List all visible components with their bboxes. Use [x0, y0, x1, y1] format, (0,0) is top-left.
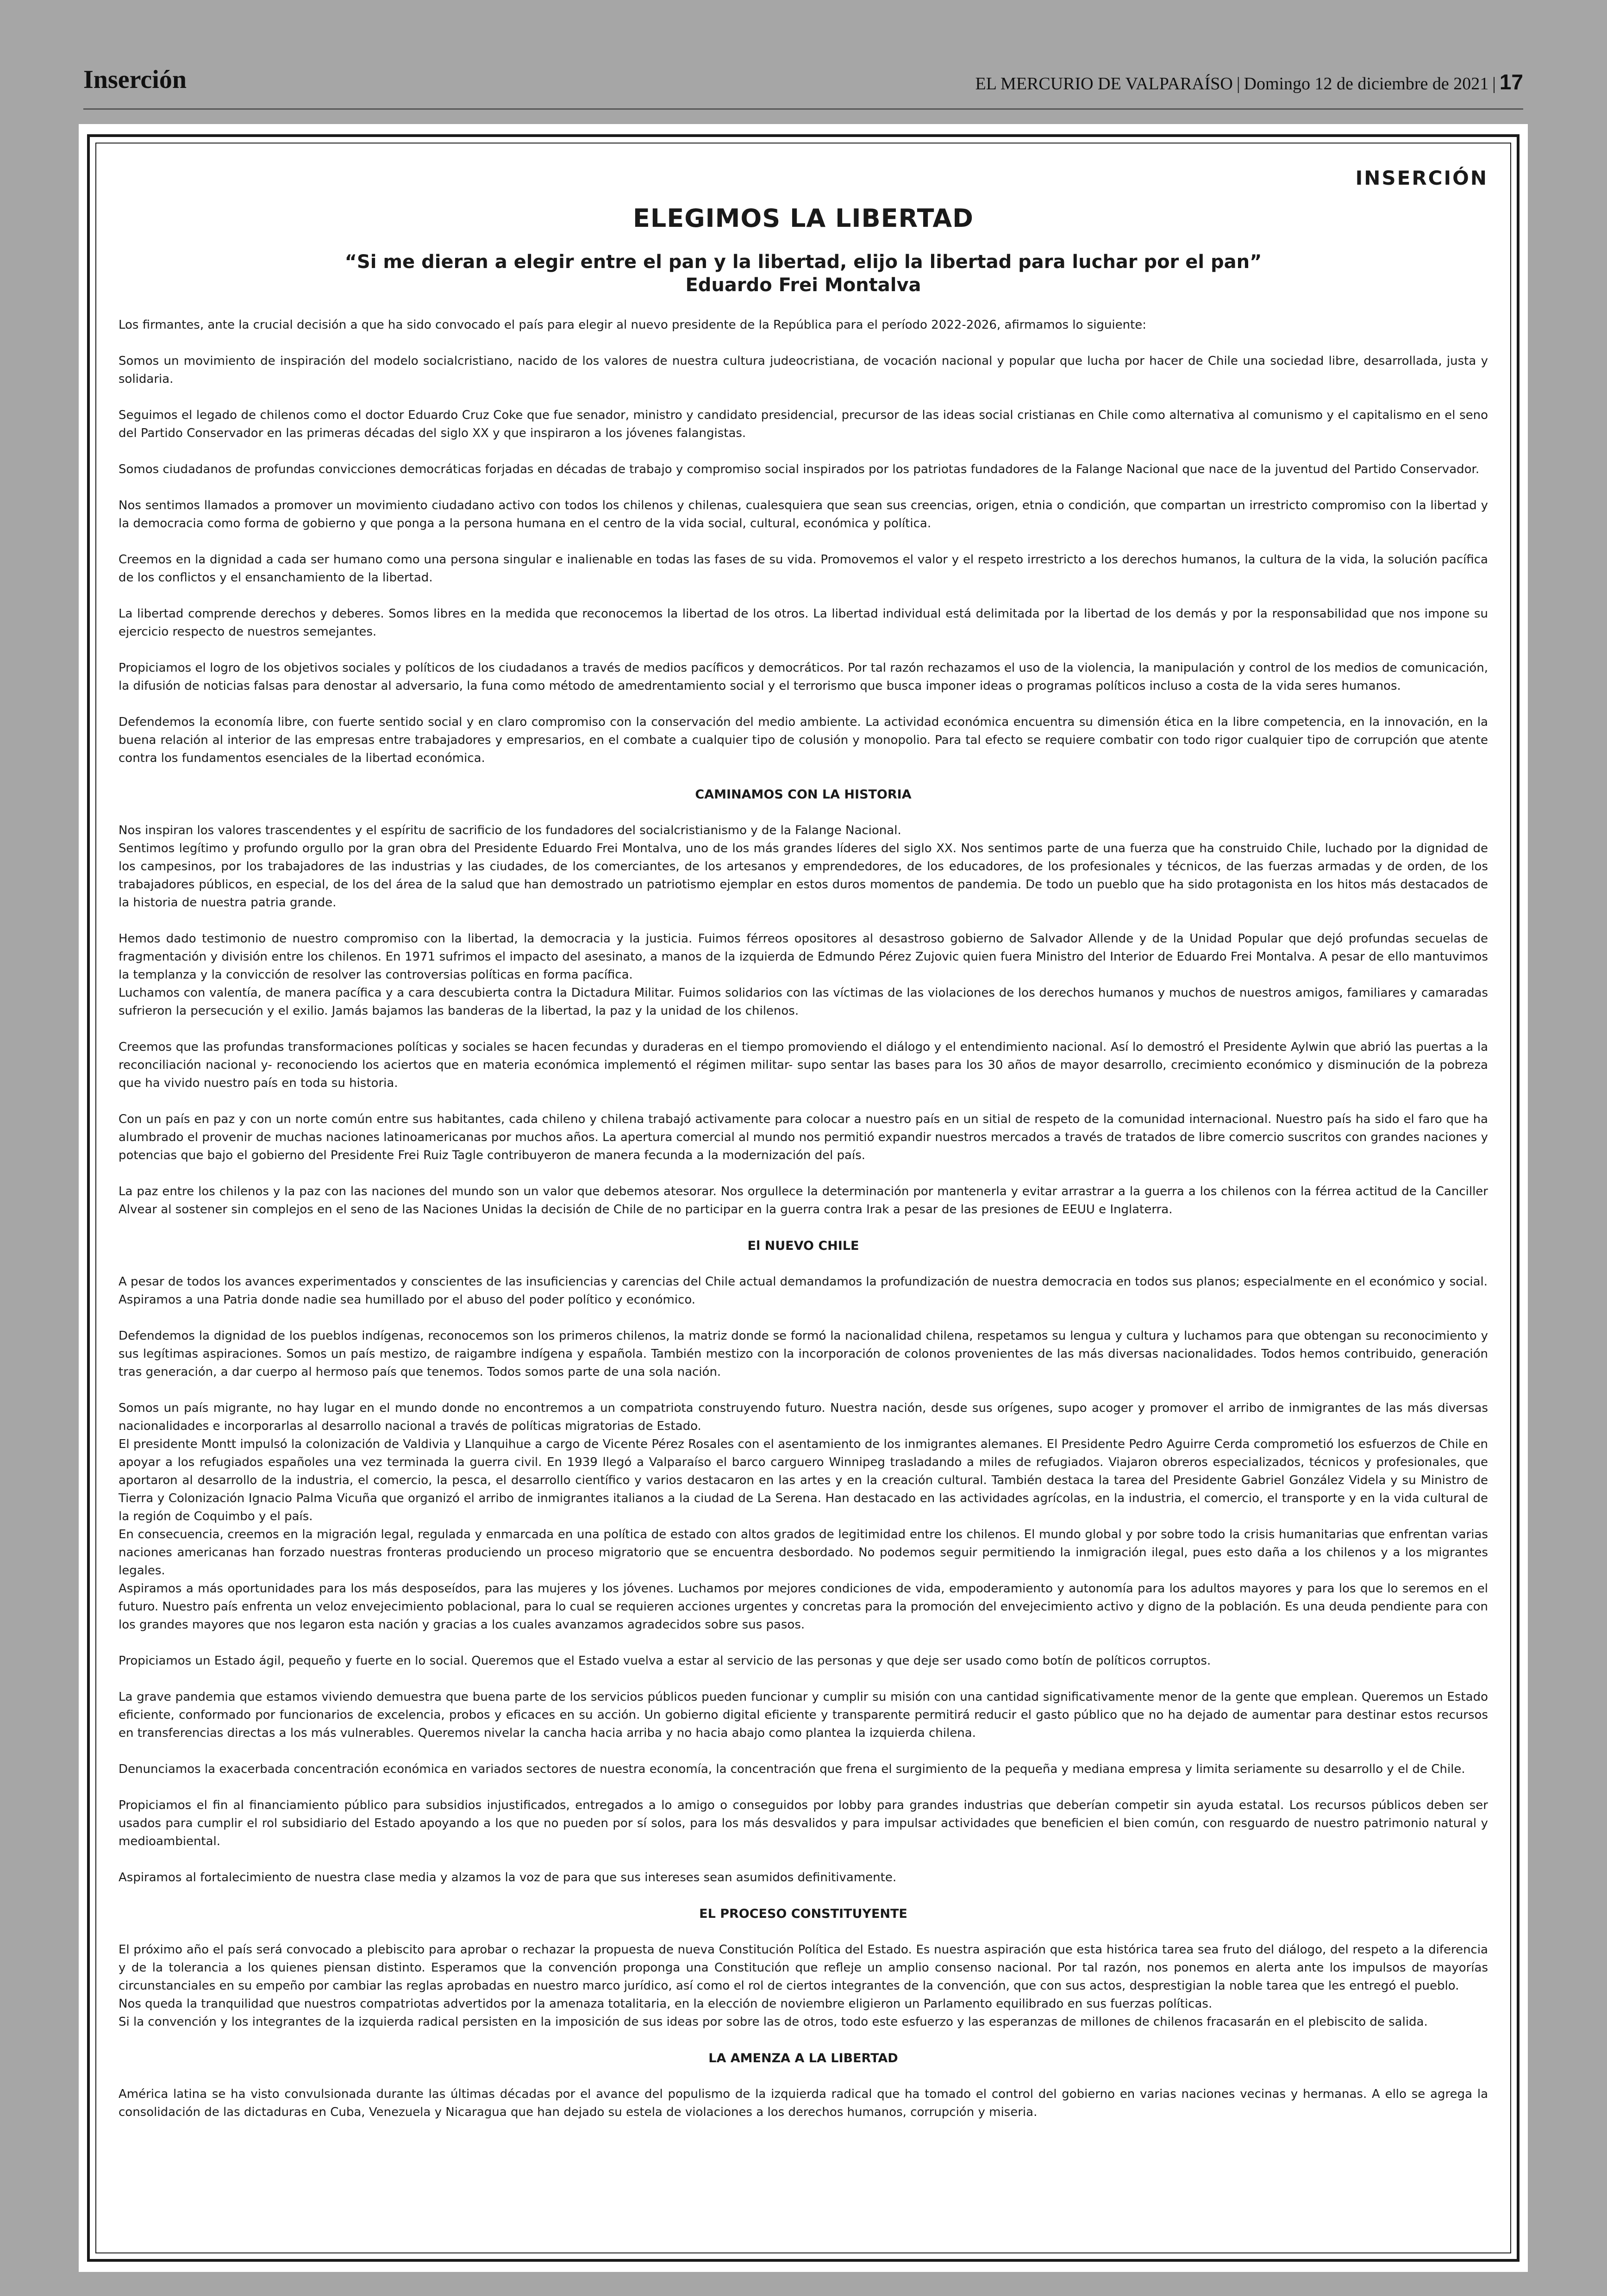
- article-body: [119, 316, 1488, 2121]
- paragraph: Creemos en la dignidad a cada ser humano como una persona singular e inalienable en todas las fases de su vida. Promovemos el valor y el respeto irrestricto a los derechos humanos, la cultura de la vida, la solución pacífica de los conflictos y el ensanchamiento de la libertad.: [119, 553, 1488, 585]
- paragraph: Con un país en paz y con un norte común entre sus habitantes, cada chileno y chilena trabajó activamente para colocar a nuestro país en un sitial de respeto de la comunidad internacional. Nuestro país ha sido el faro que ha alumbrado el provenir de muchas naciones latinoamericanas por muchos años. La apertura comercial al mundo nos permitió expandir nuestros mercados a través de tratados de libre comercio suscritos con grandes naciones y potencias que bajo el gobierno del Presidente Frei Ruiz Tagle contribuyeron de manera fecunda a la modernización del país.: [119, 1112, 1488, 1162]
- section-heading: EL PROCESO CONSTITUYENTE: [699, 1907, 907, 1921]
- paragraph: Nos inspiran los valores trascendentes y el espíritu de sacrificio de los fundadores del socialcristianismo y de la Falange Nacional.: [119, 824, 901, 837]
- paragraph: Somos un movimiento de inspiración del modelo socialcristiano, nacido de los valores de nuestra cultura judeocristiana, de vocación nacional y popular que lucha por hacer de Chile una sociedad libre, desarrollada, justa y solidaria.: [119, 354, 1488, 386]
- epigraph-quote: “Si me dieran a elegir entre el pan y la libertad, elijo la libertad para luchar por el pan”: [344, 251, 1262, 273]
- paragraph: La libertad comprende derechos y deberes. Somos libres en la medida que reconocemos la libertad de los otros. La libertad individual está delimitada por la libertad de los demás y por la responsabilidad que nos impone su ejercicio respecto de nuestros semejantes.: [119, 607, 1488, 639]
- section-heading: El NUEVO CHILE: [747, 1239, 859, 1253]
- paragraph: Aspiramos a una Patria donde nadie sea humillado por el abuso del poder político y económico.: [119, 1293, 696, 1307]
- paragraph: Sentimos legítimo y profundo orgullo por la gran obra del Presidente Eduardo Frei Montalva, uno de los más grandes líderes del siglo XX. Nos sentimos parte de una fuerza que ha construido Chile, luchado por la dignidad de los campesinos, por los trabajadores de las industrias y las ciudades, de los comerciantes, de los artesanos y emprendedores, de los educadores, de los profesionales y técnicos, de las fuerzas armadas y de orden, de los trabajadores públicos, en especial, de los del área de la salud que han demostrado un patriotismo ejemplar en estos duros momentos de pandemia. De todo un pueblo que ha sido protagonista en los hitos más destacados de la historia de nuestra patria grande.: [119, 842, 1488, 910]
- article: [119, 167, 1488, 2239]
- publication-date: Domingo 12 de diciembre de 2021: [1244, 74, 1489, 94]
- epigraph: [119, 250, 1488, 297]
- paragraph: El próximo año el país será convocado a plebiscito para aprobar o rechazar la propuesta de nueva Constitución Política del Estado. Es nuestra aspiración que esta histórica tarea sea fruto del diálogo, del respeto a la diferencia y de la tolerancia a los quienes piensan distinto. Esperamos que la convención proponga una Constitución que refleje un amplio consenso nacional. Por tal razón, nos ponemos en alerta ante los impulsos de mayorías circunstanciales en su empeño por cambiar las reglas aprobadas en nuestro marco jurídico, así como el rol de ciertos integrantes de la convención, que con sus actos, desprestigian la noble tarea que les entregó el pueblo.: [119, 1943, 1488, 1993]
- article-frame: [87, 134, 1519, 2262]
- paragraph: Aspiramos al fortalecimiento de nuestra clase media y alzamos la voz de para que sus intereses sean asumidos definitivamente.: [119, 1871, 897, 1884]
- paragraph: La grave pandemia que estamos viviendo demuestra que buena parte de los servicios públicos pueden funcionar y cumplir su misión con una cantidad significativamente menor de la gente que emplean. Queremos un Estado eficiente, conformado por funcionarios de excelencia, probos y eficaces en su acción. Un gobierno digital eficiente y transparente permitirá reducir el gasto público que no ha dejado de aumentar para destinar estos recursos en transferencias directas a los más vulnerables. Queremos nivelar la cancha hacia arriba y no hacia abajo como plantea la izquierda chilena.: [119, 1690, 1488, 1740]
- paragraph: Somos ciudadanos de profundas convicciones democráticas forjadas en décadas de trabajo y compromiso social inspirados por los patriotas fundadores de la Falange Nacional que nace de la juventud del Partido Conservador.: [119, 462, 1480, 476]
- paragraph: Somos un país migrante, no hay lugar en el mundo donde no encontremos a un compatriota construyendo futuro. Nuestra nación, desde sus orígenes, supo acoger y promover el arribo de inmigrantes de las más diversas nacionalidades e incorporarlas al desarrollo nacional a través de políticas migratorias de Estado.: [119, 1401, 1488, 1433]
- paragraph: Creemos que las profundas transformaciones políticas y sociales se hacen fecundas y duraderas en el tiempo promoviendo el diálogo y el entendimiento nacional. Así lo demostró el Presidente Aylwin que abrió las puertas a la reconciliación nacional y- reconociendo los aciertos que en materia económica implementó el régimen militar- supo sentar las bases para los 30 años de mayor desarrollo, crecimiento económico y disminución de la pobreza que ha vivido nuestro país en toda su historia.: [119, 1040, 1488, 1090]
- paragraph: Seguimos el legado de chilenos como el doctor Eduardo Cruz Coke que fue senador, ministro y candidato presidencial, precursor de las ideas social cristianas en Chile como alternativa al comunismo y el capitalismo en el seno del Partido Conservador en las primeras décadas del siglo XX y que inspiraron a los jóvenes falangistas.: [119, 408, 1488, 440]
- page-header: [83, 65, 1523, 116]
- paragraph: Si la convención y los integrantes de la izquierda radical persisten en la imposición de sus ideas por sobre las de otros, todo este esfuerzo y las esperanzas de millones de chilenos fracasarán en el plebiscito de salida.: [119, 2015, 1428, 2029]
- page-number: 17: [1499, 70, 1523, 94]
- section-heading: LA AMENZA A LA LIBERTAD: [708, 2051, 898, 2065]
- section-heading: CAMINAMOS CON LA HISTORIA: [695, 787, 912, 802]
- publication-info: [975, 69, 1523, 94]
- paragraph: El presidente Montt impulsó la colonización de Valdivia y Llanquihue a cargo de Vicente Pérez Rosales con el asentamiento de los inmigrantes alemanes. El Presidente Pedro Aguirre Cerda comprometió los esfuerzos de Chile en apoyar a los refugiados españoles una vez terminada la guerra civil. En 1939 llegó a Valparaíso el barco carguero Winnipeg trasladando a miles de refugiados. Viajaron obreros especializados, técnicos y profesionales, que aportaron al desarrollo de la industria, el comercio, la pesca, el desarrollo científico y varios destacaron en las artes y en la creación cultural. También destaca la tarea del Presidente Gabriel González Videla y su Ministro de Tierra y Colonización Ignacio Palma Vicuña que organizó el arribo de inmigrantes italianos a la ciudad de La Serena. Han destacado en las actividades agrícolas, en la industria, el comercio, el transporte y en la vida cultural de la región de Coquimbo y el país.: [119, 1437, 1488, 1523]
- section-name: Inserción: [83, 65, 187, 94]
- separator: |: [1492, 74, 1496, 94]
- paragraph: Propiciamos un Estado ágil, pequeño y fuerte en lo social. Queremos que el Estado vuelva a estar al servicio de las personas y que deje ser usado como botín de políticos corruptos.: [119, 1654, 1211, 1668]
- paragraph: Nos queda la tranquilidad que nuestros compatriotas advertidos por la amenaza totalitaria, en la elección de noviembre eligieron un Parlamento equilibrado en sus fuerzas políticas.: [119, 1997, 1213, 2011]
- paragraph: Aspiramos a más oportunidades para los más desposeídos, para las mujeres y los jóvenes. Luchamos por mejores condiciones de vida, empoderamiento y autonomía para los adultos mayores y para los que lo seremos en el futuro. Nuestro país enfrenta un veloz envejecimiento poblacional, para lo cual se requieren acciones urgentes y concretas para la promoción del envejecimiento activo y digno de la población. Es una deuda pendiente para con los grandes mayores que nos legaron esta nación y gracias a los cuales avanzamos agradecidos sobre sus pasos.: [119, 1582, 1488, 1632]
- separator: |: [1236, 74, 1240, 94]
- insercion-label: INSERCIÓN: [1355, 167, 1488, 189]
- paragraph: Defendemos la dignidad de los pueblos indígenas, reconocemos son los primeros chilenos, la matriz donde se formó la nacionalidad chilena, respetamos su lengua y cultura y luchamos para que obtengan su reconocimiento y sus legítimas aspiraciones. Somos un país mestizo, de raigambre indígena y española. También mestizo con la incorporación de colonos provenientes de las más diversas nacionalidades. Todos hemos contribuido, generación tras generación, a dar cuerpo al hermoso país que tenemos. Todos somos parte de una sola nación.: [119, 1329, 1488, 1379]
- article-frame-inner: [95, 143, 1511, 2253]
- epigraph-author: Eduardo Frei Montalva: [685, 275, 921, 296]
- paragraph: Luchamos con valentía, de manera pacífica y a cara descubierta contra la Dictadura Militar. Fuimos solidarios con las víctimas de las violaciones de los derechos humanos y muchos de nuestros amigos, familiares y camaradas sufrieron la persecución y el exilio. Jamás bajamos las banderas de la libertad, la paz y la unidad de los chilenos.: [119, 986, 1488, 1018]
- paragraph: Denunciamos la exacerbada concentración económica en variados sectores de nuestra economía, la concentración que frena el surgimiento de la pequeña y mediana empresa y limita seriamente su desarrollo y el de Chile.: [119, 1762, 1465, 1776]
- newspaper-page: [79, 124, 1528, 2272]
- header-rule: [83, 108, 1523, 110]
- paragraph: Los firmantes, ante la crucial decisión a que ha sido convocado el país para elegir al nuevo presidente de la República para el período 2022-2026, afirmamos lo siguiente:: [119, 318, 1147, 332]
- paragraph: Hemos dado testimonio de nuestro compromiso con la libertad, la democracia y la justicia. Fuimos férreos opositores al desastroso gobierno de Salvador Allende y de la Unidad Popular que dejó profundas secuelas de fragmentación y división entre los chilenos. En 1971 sufrimos el impacto del asesinato, a manos de la izquierda de Edmundo Pérez Zujovic quien fuera Ministro del Interior de Eduardo Frei Montalva. A pesar de ello mantuvimos la templanza y la convicción de resolver las controversias políticas en forma pacífica.: [119, 932, 1488, 982]
- paragraph: Propiciamos el fin al financiamiento público para subsidios injustificados, entregados a lo amigo o conseguidos por lobby para grandes industrias que deberían competir sin ayuda estatal. Los recursos públicos deben ser usados para cumplir el rol subsidiario del Estado apoyando a los que no pueden por sí solos, para los más desvalidos y para impulsar actividades que beneficien el bien común, con resguardo de nuestro patrimonio natural y medioambiental.: [119, 1798, 1488, 1848]
- newspaper-name: EL MERCURIO DE VALPARAÍSO: [975, 74, 1233, 94]
- paragraph: Nos sentimos llamados a promover un movimiento ciudadano activo con todos los chilenos y chilenas, cualesquiera que sean sus creencias, origen, etnia o condición, que compartan un irrestricto compromiso con la libertad y la democracia como forma de gobierno y que ponga a la persona humana en el centro de la vida social, cultural, económica y política.: [119, 499, 1488, 530]
- paragraph: América latina se ha visto convulsionada durante las últimas décadas por el avance del populismo de la izquierda radical que ha tomado el control del gobierno en varias naciones vecinas y hermanas. A ello se agrega la consolidación de las dictaduras en Cuba, Venezuela y Nicaragua que han dejado su estela de violaciones a los derechos humanos, corrupción y miseria.: [119, 2087, 1488, 2119]
- article-title: ELEGIMOS LA LIBERTAD: [633, 204, 974, 233]
- paragraph: En consecuencia, creemos en la migración legal, regulada y enmarcada en una política de estado con altos grados de legitimidad entre los chilenos. El mundo global y por sobre todo la crisis humanitarias que enfrentan varias naciones americanas han forzado nuestras fronteras produciendo un proceso migratorio que se encuentra desbordado. No podemos seguir permitiendo la inmigración ilegal, pues esto daña a los chilenos y a los migrantes legales.: [119, 1528, 1488, 1578]
- paragraph: Defendemos la economía libre, con fuerte sentido social y en claro compromiso con la conservación del medio ambiente. La actividad económica encuentra su dimensión ética en la libre competencia, en la innovación, en la buena relación al interior de las empresas entre trabajadores y empresarios, en el combate a cualquier tipo de colusión y monopolio. Para tal efecto se requiere combatir con todo rigor cualquier tipo de corrupción que atente contra los fundamentos esenciales de la libertad económica.: [119, 715, 1488, 765]
- paragraph: La paz entre los chilenos y la paz con las naciones del mundo son un valor que debemos atesorar. Nos orgullece la determinación por mantenerla y evitar arrastrar a la guerra a los chilenos con la férrea actitud de la Canciller Alvear al sostener sin complejos en el seno de las Naciones Unidas la decisión de Chile de no participar en la guerra contra Irak a pesar de las presiones de EEUU e Inglaterra.: [119, 1185, 1488, 1217]
- paragraph: A pesar de todos los avances experimentados y conscientes de las insuficiencias y carencias del Chile actual demandamos la profundización de nuestra democracia en todos sus planos; especialmente en el económico y social.: [119, 1275, 1488, 1289]
- paragraph: Propiciamos el logro de los objetivos sociales y políticos de los ciudadanos a través de medios pacíficos y democráticos. Por tal razón rechazamos el uso de la violencia, la manipulación y control de los medios de comunicación, la difusión de noticias falsas para denostar al adversario, la funa como método de amedrentamiento social y el terrorismo que busca imponer ideas o programas políticos incluso a costa de la vida seres humanos.: [119, 661, 1488, 693]
